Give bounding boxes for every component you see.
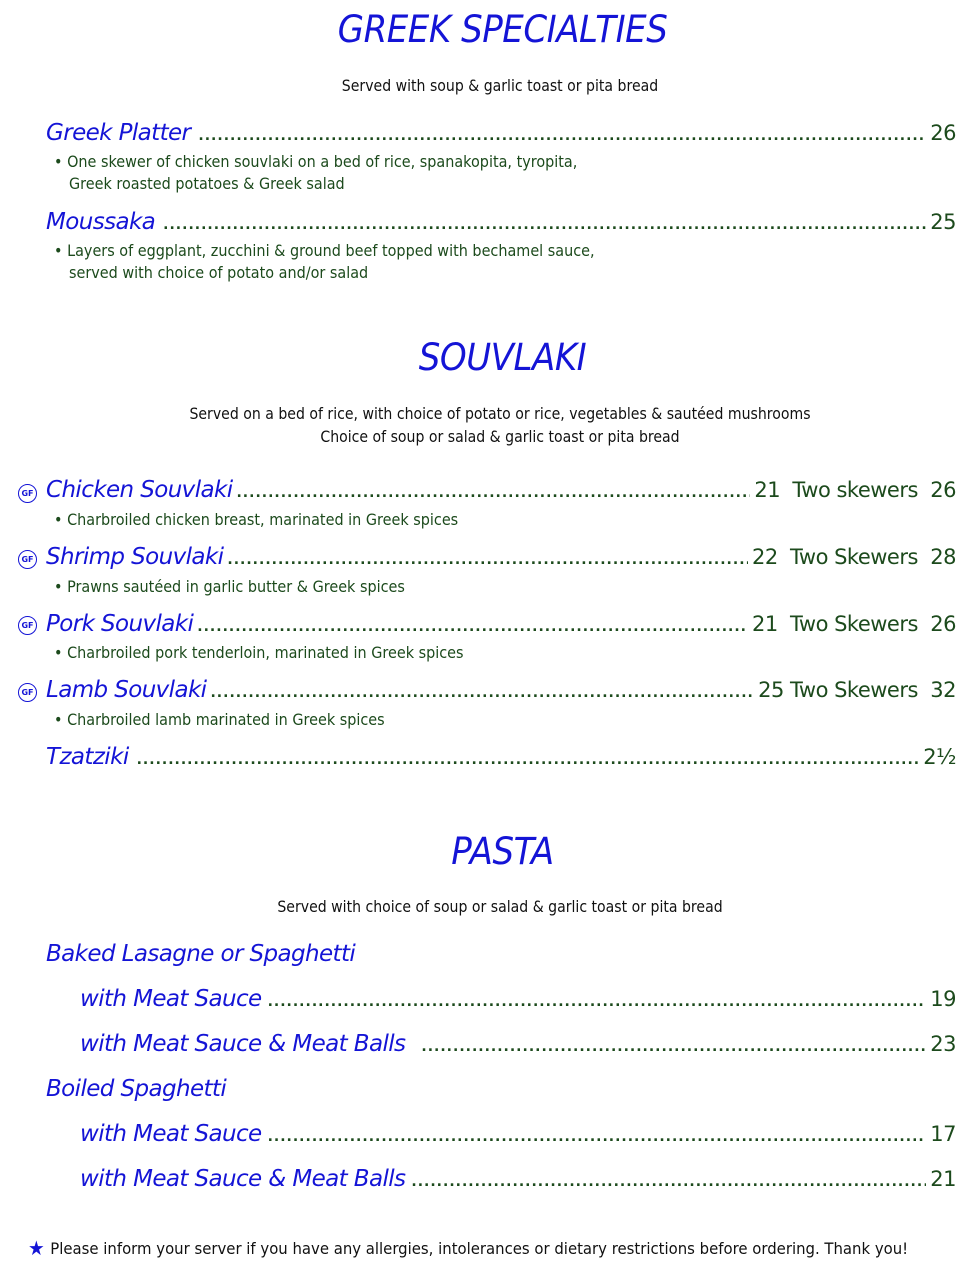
item-description: • Prawns sautéed in garlic butter & Greek spices: [54, 577, 405, 596]
item-description: • One skewer of chicken souvlaki on a bed of rice, spanakopita, tyropita,: [54, 152, 578, 171]
dot-leader: [210, 685, 754, 701]
item-price: 17: [930, 1122, 956, 1146]
section-subtitle-souvlaki: Choice of soup or salad & garlic toast or pita bread: [320, 427, 680, 446]
item-description: • Layers of eggplant, zucchini & ground beef topped with bechamel sauce,: [54, 241, 595, 260]
item-name: with Meat Sauce & Meat Balls: [80, 1031, 406, 1057]
dot-leader: [137, 752, 920, 768]
item-description: • Charbroiled pork tenderloin, marinated in Greek spices: [54, 643, 464, 662]
gluten-free-icon: GF: [18, 683, 37, 702]
item-price: 26: [930, 121, 956, 145]
item-name: with Meat Sauce: [80, 986, 262, 1012]
section-subtitle-pasta: Served with choice of soup or salad & garlic toast or pita bread: [277, 897, 723, 916]
item-name: Lamb Souvlaki: [46, 677, 207, 703]
item-price: 25 Two Skewers 32: [758, 678, 956, 702]
item-name: Greek Platter: [46, 120, 191, 146]
item-name: Shrimp Souvlaki: [46, 544, 224, 570]
item-name: Moussaka: [46, 209, 156, 235]
item-name: Pork Souvlaki: [46, 611, 194, 637]
item-price: 25: [930, 210, 956, 234]
dot-leader: [411, 1174, 926, 1190]
item-description: • Charbroiled lamb marinated in Greek spices: [54, 710, 385, 729]
section-title-pasta: PASTA: [451, 830, 554, 873]
menu-item-shrimp-souvlaki: [46, 544, 956, 574]
group-name: Boiled Spaghetti: [46, 1076, 227, 1102]
menu-item-spaghetti-meat-sauce: [80, 1121, 956, 1151]
allergy-notice-text: Please inform your server if you have any allergies, intolerances or dietary restrictions before ordering. Thank you!: [50, 1238, 909, 1258]
item-name: Chicken Souvlaki: [46, 477, 233, 503]
menu-group-boiled-spaghetti: [46, 1076, 226, 1106]
item-price: 2½: [923, 745, 956, 769]
item-name: with Meat Sauce: [80, 1121, 262, 1147]
dot-leader: [268, 994, 927, 1010]
item-price: 19: [930, 987, 956, 1011]
allergy-notice: [28, 1236, 908, 1260]
group-name: Baked Lasagne or Spaghetti: [46, 941, 356, 967]
section-title-souvlaki: SOUVLAKI: [418, 336, 587, 379]
dot-leader: [421, 1039, 926, 1055]
item-price: 23: [930, 1032, 956, 1056]
item-description: served with choice of potato and/or salad: [69, 263, 369, 282]
menu-item-pork-souvlaki: [46, 611, 956, 641]
menu-item-lasagne-meat-sauce-meat-balls: [80, 1031, 956, 1061]
menu-item-tzatziki: [46, 744, 956, 774]
dot-leader: [227, 552, 748, 568]
item-description: Greek roasted potatoes & Greek salad: [69, 174, 345, 193]
item-name: with Meat Sauce & Meat Balls: [80, 1166, 406, 1192]
section-subtitle-greek-specialties: Served with soup & garlic toast or pita bread: [341, 76, 659, 95]
dot-leader: [268, 1129, 927, 1145]
item-price: 21 Two Skewers 26: [751, 612, 956, 636]
menu-item-moussaka: [46, 209, 956, 239]
dot-leader: [163, 217, 926, 233]
menu-item-spaghetti-meat-sauce-meat-balls: [80, 1166, 956, 1196]
item-price: 21 Two skewers 26: [754, 478, 956, 502]
item-name: Tzatziki: [46, 744, 129, 770]
menu-item-lamb-souvlaki: [46, 677, 956, 707]
item-description: • Charbroiled chicken breast, marinated in Greek spices: [54, 510, 459, 529]
item-price: 22 Two Skewers 28: [751, 545, 956, 569]
section-subtitle-souvlaki: Served on a bed of rice, with choice of potato or rice, vegetables & sautéed mushrooms: [189, 404, 811, 423]
section-title-greek-specialties: GREEK SPECIALTIES: [337, 8, 668, 51]
gluten-free-icon: GF: [18, 484, 37, 503]
gluten-free-icon: GF: [18, 616, 37, 635]
menu-item-lasagne-meat-sauce: [80, 986, 956, 1016]
star-icon: ★: [28, 1236, 45, 1260]
item-price: 21: [930, 1167, 956, 1191]
menu-item-chicken-souvlaki: [46, 477, 956, 507]
gluten-free-icon: GF: [18, 550, 37, 569]
menu-group-baked-lasagne-or-spaghetti: [46, 941, 355, 971]
dot-leader: [236, 485, 750, 501]
dot-leader: [198, 128, 926, 144]
menu-item-greek-platter: [46, 120, 956, 150]
dot-leader: [197, 619, 748, 635]
